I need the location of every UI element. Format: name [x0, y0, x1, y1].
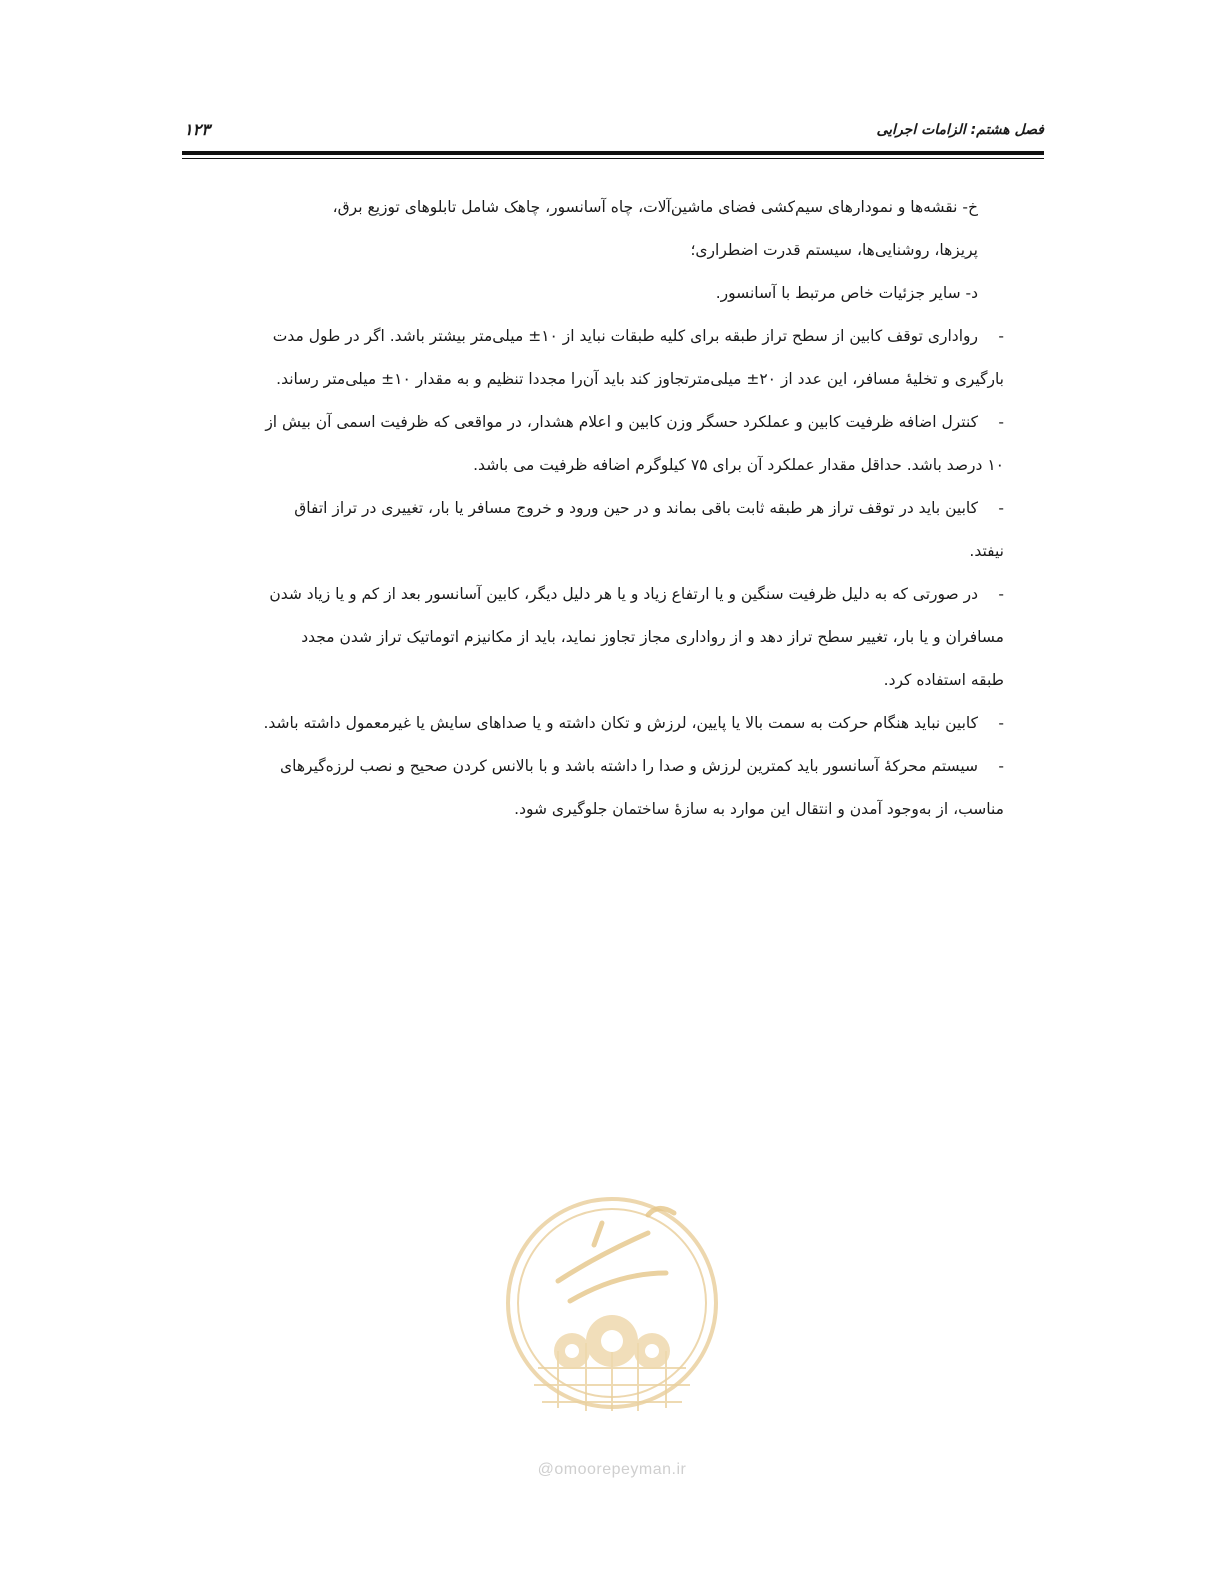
bullet-text: در صورتی که به دلیل ظرفیت سنگین و یا ارتفاع زیاد و یا هر دلیل دیگر، کابین آسانسور بعد از کم و یا زیاد شدن [269, 585, 978, 603]
bullet-dash: - [998, 499, 1004, 517]
bullet-continuation: بارگیری و تخلیهٔ مسافر، این عدد از ۲۰± میلی‌مترتجاوز کند باید آن‌را مجددا تنظیم و به مقدار ۱۰± میلی‌متر رساند. [276, 370, 1004, 388]
header-rule-thick [182, 151, 1044, 155]
bullet-text: کنترل اضافه ظرفیت کابین و عملکرد حسگر وزن کابین و اعلام هشدار، در مواقعی که ظرفیت اسمی آن بیش از [265, 413, 978, 431]
body-text [182, 186, 1004, 831]
bullet-line [182, 573, 1004, 616]
bullet-dash: - [998, 413, 1004, 431]
bullet-dash: - [998, 327, 1004, 345]
bullet-line [182, 487, 1004, 530]
subitem-line: پریزها، روشنایی‌ها، سیستم قدرت اضطراری؛ [690, 241, 978, 259]
chapter-title: فصل هشتم: الزامات اجرایی [876, 122, 1044, 138]
bullet-item [182, 487, 1004, 573]
bullet-line [182, 745, 1004, 788]
bullet-continuation: ۱۰ درصد باشد. حداقل مقدار عملکرد آن برای ۷۵ کیلوگرم اضافه ظرفیت می باشد. [473, 456, 1004, 474]
bullet-text: کابین باید در توقف تراز هر طبقه ثابت باقی بماند و در حین ورود و خروج مسافر یا بار، تغییری در تراز اتفاق [294, 499, 978, 517]
bullet-text: کابین نباید هنگام حرکت به سمت بالا یا پایین، لرزش و تکان داشته و یا صداهای سایش یا غیرمعمول داشته باشد. [263, 714, 978, 732]
subitem-line: خ- نقشه‌ها و نمودارهای سیم‌کشی فضای ماشین‌آلات، چاه آسانسور، چاهک شامل تابلوهای توزیع برق، [332, 198, 978, 216]
bullet-item [182, 745, 1004, 831]
bullet-item [182, 315, 1004, 401]
subitem-line: د- سایر جزئیات خاص مرتبط با آسانسور. [715, 284, 978, 302]
page-number: ۱۲۳ [184, 120, 210, 139]
bullet-line [182, 702, 1004, 745]
bullet-item [182, 702, 1004, 745]
bullet-continuation: نیفتد. [969, 542, 1004, 560]
bullet-dash: - [998, 585, 1004, 603]
page-header [182, 118, 1044, 148]
bullet-continuation: طبقه استفاده کرد. [883, 671, 1004, 689]
bullet-dash: - [998, 757, 1004, 775]
bullet-item [182, 573, 1004, 702]
bullet-item [182, 401, 1004, 487]
bullet-continuation: مناسب، از به‌وجود آمدن و انتقال این موارد به سازهٔ ساختمان جلوگیری شود. [514, 800, 1004, 818]
bullet-line [182, 315, 1004, 358]
bullet-line [182, 401, 1004, 444]
bullet-text: سیستم محرکهٔ آسانسور باید کمترین لرزش و صدا را داشته باشد و با بالانس کردن صحیح و نصب لرزه‌گیرهای [280, 757, 978, 775]
bullet-continuation: مسافران و یا بار، تغییر سطح تراز دهد و از رواداری مجاز تجاوز نماید، باید از مکانیزم اتوماتیک تراز شدن مجدد [301, 628, 1004, 646]
bullet-text: رواداری توقف کابین از سطح تراز طبقه برای کلیه طبقات نباید از ۱۰± میلی‌متر بیشتر باشد. اگر در طول مدت [272, 327, 978, 345]
watermark-logo [498, 1163, 726, 1453]
watermark-url: @omoorepeyman.ir [537, 1461, 687, 1478]
watermark-seal-icon [498, 1163, 726, 1453]
bullet-dash: - [998, 714, 1004, 732]
header-rule-thin [182, 158, 1044, 159]
